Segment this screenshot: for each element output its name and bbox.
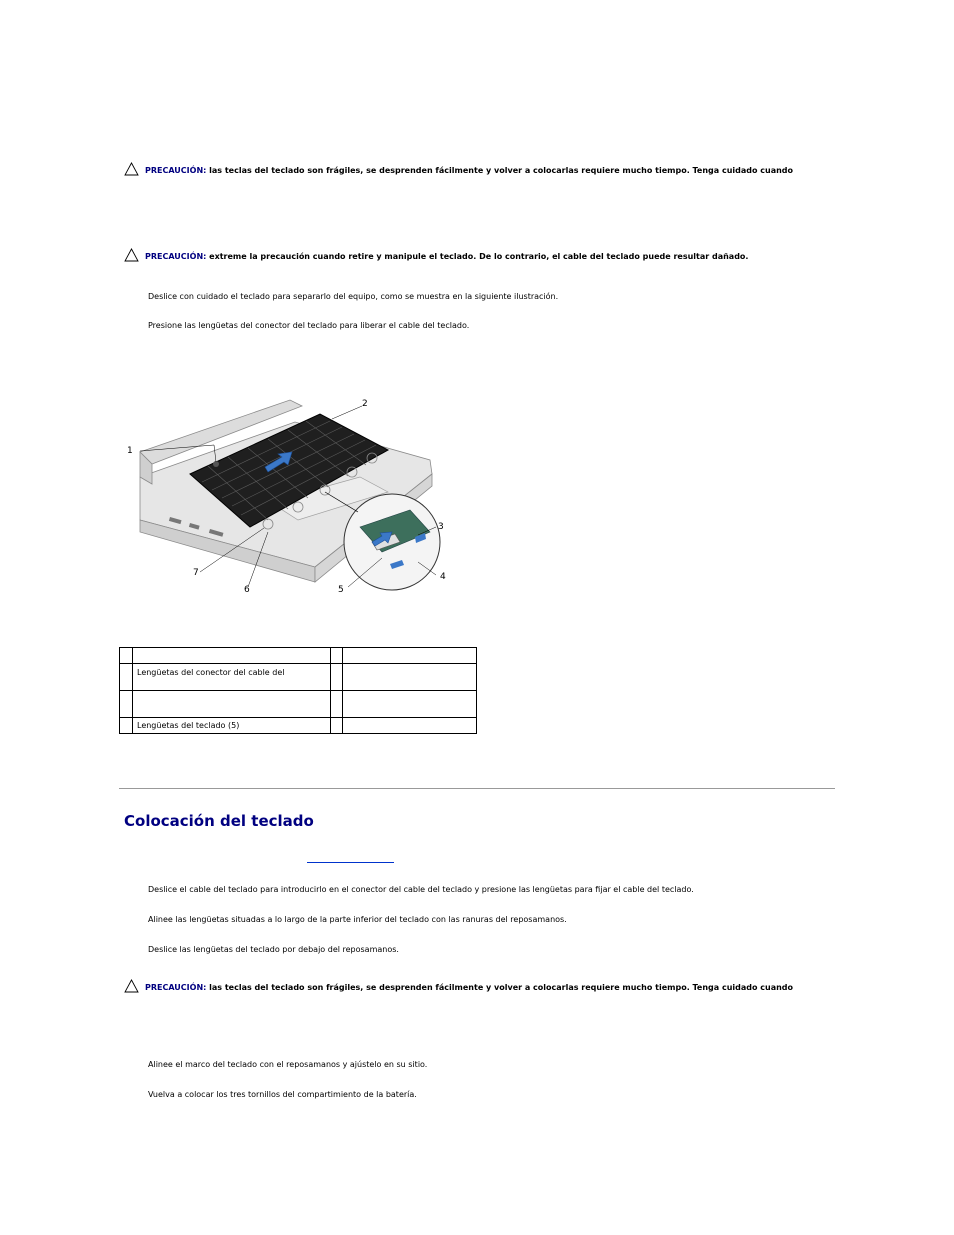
parts-table: [119, 647, 477, 734]
step-text: Deslice el cable del teclado para introducirlo en el conector del cable del teclado y presione las lengüetas para fijar el cable del teclado.: [148, 885, 694, 894]
table-cell: [120, 691, 133, 718]
table-cell: [343, 664, 477, 691]
callout-label: 6: [244, 585, 250, 595]
table-cell: [120, 664, 133, 691]
table-cell: [331, 664, 343, 691]
step-text: Alinee las lengüetas situadas a lo largo de la parte inferior del teclado con las ranuras del reposamanos.: [148, 915, 567, 924]
table-cell: [120, 718, 133, 734]
step-text: Deslice las lengüetas del teclado por debajo del reposamanos.: [148, 945, 399, 954]
step-text: Deslice con cuidado el teclado para separarlo del equipo, como se muestra en la siguiente ilustración.: [148, 292, 559, 301]
caution-text: las teclas del teclado son frágiles, se desprenden fácilmente y volver a colocarlas requiere mucho tiempo. Tenga cuidado cuando: [209, 166, 794, 175]
caution-icon: [124, 979, 139, 993]
section-divider: [119, 788, 835, 789]
step-text: Presione las lengüetas del conector del teclado para liberar el cable del teclado.: [148, 321, 470, 330]
table-cell: [343, 691, 477, 718]
table-cell: [133, 648, 331, 664]
table-row: [120, 664, 477, 691]
table-cell: Lengüetas del teclado (5): [133, 718, 331, 734]
table-cell: Lengüetas del conector del cable del: [133, 664, 331, 691]
table-row: [120, 718, 477, 734]
keyboard-removal-illustration: [120, 392, 450, 597]
table-row: [120, 691, 477, 718]
table-row: [120, 648, 477, 664]
table-cell: [331, 648, 343, 664]
callout-label: 2: [362, 399, 368, 409]
caution-icon: [124, 248, 139, 262]
callout-label: 5: [338, 585, 344, 595]
section-title: Colocación del teclado: [124, 812, 314, 830]
table-cell: [120, 648, 133, 664]
caution-label: PRECAUCIÓN:: [145, 252, 207, 261]
step-text: Vuelva a colocar los tres tornillos del compartimiento de la batería.: [148, 1090, 417, 1099]
callout-label: 4: [440, 572, 446, 582]
callout-label: 1: [127, 446, 133, 456]
step-text: Alinee el marco del teclado con el reposamanos y ajústelo en su sitio.: [148, 1060, 428, 1069]
callout-label: 3: [438, 522, 444, 532]
link-underline[interactable]: [307, 862, 394, 863]
callout-label: 7: [193, 568, 199, 578]
caution-text: extreme la precaución cuando retire y manipule el teclado. De lo contrario, el cable del teclado puede resultar dañado.: [209, 252, 749, 261]
table-cell: [331, 718, 343, 734]
table-cell: [331, 691, 343, 718]
table-cell: [133, 691, 331, 718]
caution-icon: [124, 162, 139, 176]
table-cell: [343, 648, 477, 664]
caution-label: PRECAUCIÓN:: [145, 983, 207, 992]
table-cell: [343, 718, 477, 734]
caution-label: PRECAUCIÓN:: [145, 166, 207, 175]
caution-text: las teclas del teclado son frágiles, se desprenden fácilmente y volver a colocarlas requiere mucho tiempo. Tenga cuidado cuando: [209, 983, 794, 992]
